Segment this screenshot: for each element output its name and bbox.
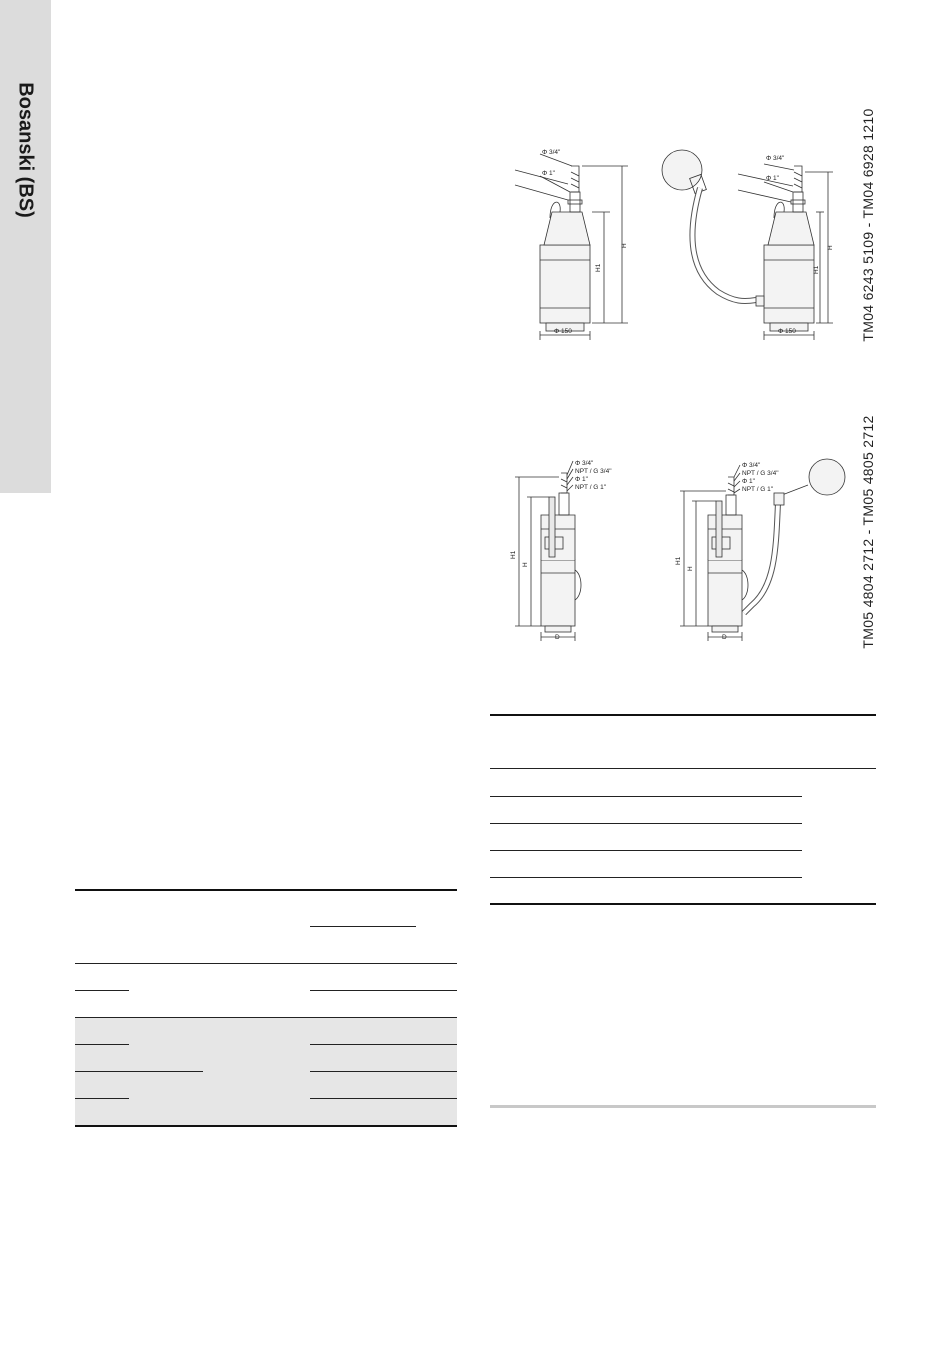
pump-drawing-top-left — [510, 140, 640, 345]
table-row-rule — [490, 796, 802, 797]
side-tab-label: Bosanski (BS) — [14, 82, 37, 218]
table-row-rule — [75, 990, 129, 991]
pipe-small-label: Φ 3/4" — [575, 460, 594, 467]
d-label: D — [555, 634, 560, 641]
h-label: H — [827, 245, 834, 250]
table-row-rule — [75, 1017, 457, 1018]
table-row-rule — [310, 1098, 457, 1099]
pipe-large-label: Φ 1" — [766, 175, 779, 182]
h-label: H — [621, 243, 628, 248]
table-row-rule — [490, 850, 802, 851]
table-header-rule — [75, 963, 457, 964]
h-label: H — [522, 562, 529, 567]
thread-small-label: NPT / G 3/4" — [575, 468, 612, 475]
pipe-large-label: Φ 1" — [742, 478, 755, 485]
thread-small-label: NPT / G 3/4" — [742, 470, 779, 477]
pump-drawing-bottom-right — [672, 455, 857, 645]
side-tab — [0, 0, 51, 493]
table-top-rule — [75, 889, 457, 891]
table-bottom-rule — [490, 903, 876, 905]
pipe-small-label: Φ 3/4" — [766, 155, 785, 162]
figure-code-bottom: TM05 4804 2712 - TM05 4805 2712 — [860, 415, 876, 649]
figure-code-top: TM04 6243 5109 - TM04 6928 1210 — [860, 108, 876, 342]
table-row-rule — [490, 877, 802, 878]
table-row-rule — [490, 823, 802, 824]
h-label: H — [687, 566, 694, 571]
table-header-rule — [490, 768, 876, 769]
table-row-rule — [75, 1044, 129, 1045]
table-row-rule — [310, 1071, 457, 1072]
table-shaded-block — [75, 1018, 457, 1126]
pipe-large-label: Φ 1" — [542, 170, 555, 177]
thread-large-label: NPT / G 1" — [575, 484, 607, 491]
h1-label: H1 — [595, 263, 602, 272]
pipe-small-label: Φ 3/4" — [742, 462, 761, 469]
pump-drawing-bottom-left — [505, 455, 645, 645]
h1-label: H1 — [510, 550, 517, 559]
table-row-rule — [75, 1098, 129, 1099]
pipe-large-label: Φ 1" — [575, 476, 588, 483]
table-row-rule — [310, 990, 457, 991]
thread-large-label: NPT / G 1" — [742, 486, 774, 493]
pump-drawing-top-right — [648, 140, 848, 345]
pipe-small-label: Φ 3/4" — [542, 149, 561, 156]
table-top-rule — [490, 714, 876, 716]
table-group-rule — [310, 926, 416, 927]
d-label: D — [722, 634, 727, 641]
table-row-rule — [310, 1044, 457, 1045]
diameter-label: Φ 150 — [554, 328, 572, 335]
h1-label: H1 — [675, 556, 682, 565]
table-bottom-rule — [75, 1125, 457, 1127]
table-row-rule — [75, 1071, 203, 1072]
h1-label: H1 — [813, 265, 820, 274]
diameter-label: Φ 150 — [778, 328, 796, 335]
section-divider — [490, 1105, 876, 1108]
